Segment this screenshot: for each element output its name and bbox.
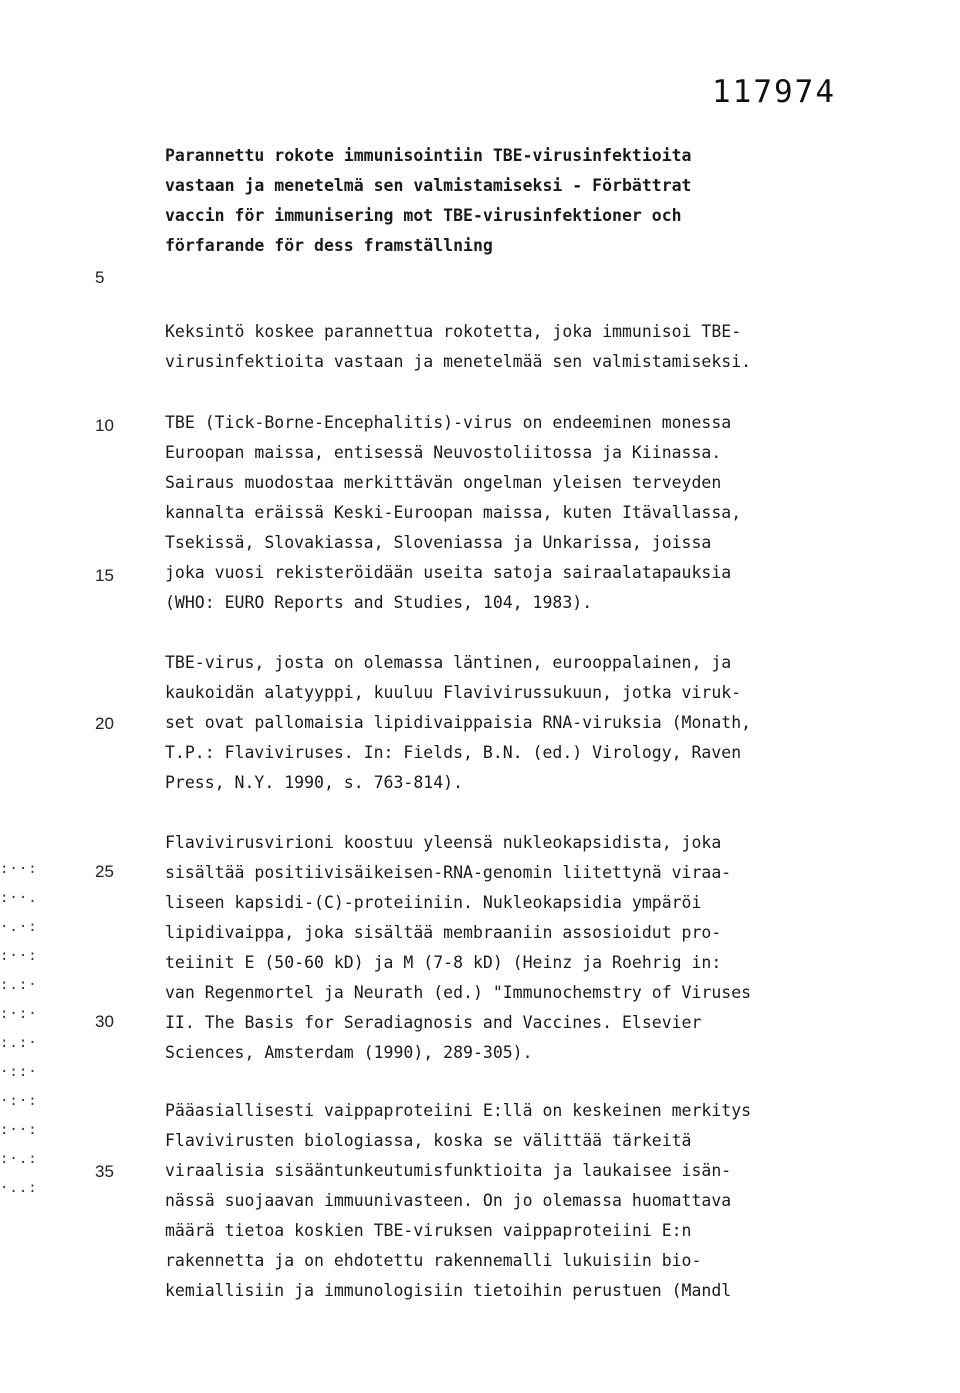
text-line: rakennetta ja on ehdotettu rakennemalli lukuisiin bio- (165, 1251, 702, 1270)
text-line: kemiallisiin ja immunologisiin tietoihin perustuen (Mandl (165, 1281, 732, 1300)
line-number: 30 (95, 1012, 114, 1031)
text-line: kannalta eräissä Keski-Euroopan maissa, kuten Itävallassa, (165, 503, 742, 522)
text-line: Sciences, Amsterdam (1990), 289-305). (165, 1043, 533, 1062)
line-number: 35 (95, 1162, 114, 1181)
text-line: Sairaus muodostaa merkittävän ongelman yleisen terveyden (165, 473, 722, 492)
text-line: van Regenmortel ja Neurath (ed.) "Immunochemstry of Viruses (165, 983, 752, 1002)
title-line: vaccin för immunisering mot TBE-virusinfektioner och (165, 206, 682, 225)
text-line: Tsekissä, Slovakiassa, Sloveniassa ja Unkarissa, joissa (165, 533, 712, 552)
text-line: TBE-virus, josta on olemassa läntinen, eurooppalainen, ja (165, 653, 732, 672)
text-line: nässä suojaavan immuunivasteen. On jo olemassa huomattava (165, 1191, 732, 1210)
line-number: 15 (95, 566, 114, 585)
text-line: liseen kapsidi-(C)-proteiiniin. Nukleokapsidia ympäröi (165, 893, 702, 912)
text-line: teiinit E (50-60 kD) ja M (7-8 kD) (Heinz ja Roehrig in: (165, 953, 722, 972)
line-number: 5 (95, 268, 105, 287)
text-line: joka vuosi rekisteröidään useita satoja sairaalatapauksia (165, 563, 732, 582)
text-line: lipidivaippa, joka sisältää membraaniin assosioidut pro- (165, 923, 722, 942)
text-line: viraalisia sisääntunkeutumisfunktioita ja laukaisee isän- (165, 1161, 732, 1180)
scan-artifact-dots: :··: :··. ·.·: :··: :.:· :·:· :.:· ·::· ·:·: :··: :·.: ·..: (0, 861, 38, 1196)
line-number: 20 (95, 714, 114, 733)
text-line: Pääasiallisesti vaippaproteiini E:llä on keskeinen merkitys (165, 1101, 752, 1120)
text-line: Keksintö koskee parannettua rokotetta, joka immunisoi TBE- (165, 322, 742, 341)
title-line: förfarande för dess framställning (165, 236, 493, 255)
text-line: TBE (Tick-Borne-Encephalitis)-virus on endeeminen monessa (165, 413, 732, 432)
document-title (165, 141, 905, 261)
text-line: set ovat pallomaisia lipidivaippaisia RNA-viruksia (Monath, (165, 713, 752, 732)
text-line: kaukoidän alatyyppi, kuuluu Flavivirussukuun, jotka viruk- (165, 683, 742, 702)
paragraph-invention-summary (165, 317, 885, 377)
patent-number: 117974 (712, 74, 836, 110)
text-line: Euroopan maissa, entisessä Neuvostoliitossa ja Kiinassa. (165, 443, 722, 462)
text-line: sisältää positiivisäikeisen-RNA-genomin liitettynä viraa- (165, 863, 732, 882)
title-line: vastaan ja menetelmä sen valmistamiseksi - Förbättrat (165, 176, 692, 195)
text-line: Flavivirusten biologiassa, koska se välittää tärkeitä (165, 1131, 692, 1150)
text-line: virusinfektioita vastaan ja menetelmää sen valmistamiseksi. (165, 352, 752, 371)
line-number: 25 (95, 862, 114, 881)
text-line: Flavivirusvirioni koostuu yleensä nukleokapsidista, joka (165, 833, 722, 852)
paragraph-virion-structure (165, 828, 885, 1068)
text-line: Press, N.Y. 1990, s. 763-814). (165, 773, 464, 792)
line-number: 10 (95, 416, 114, 435)
title-line: Parannettu rokote immunisointiin TBE-virusinfektioita (165, 146, 692, 165)
paragraph-tbe-virus (165, 648, 885, 798)
text-line: (WHO: EURO Reports and Studies, 104, 1983). (165, 593, 593, 612)
paragraph-tbe-endemic (165, 408, 885, 618)
text-line: määrä tietoa koskien TBE-viruksen vaippaproteiini E:n (165, 1221, 692, 1240)
text-line: II. The Basis for Seradiagnosis and Vaccines. Elsevier (165, 1013, 702, 1032)
paragraph-envelope-protein (165, 1096, 885, 1306)
text-line: T.P.: Flaviviruses. In: Fields, B.N. (ed.) Virology, Raven (165, 743, 742, 762)
